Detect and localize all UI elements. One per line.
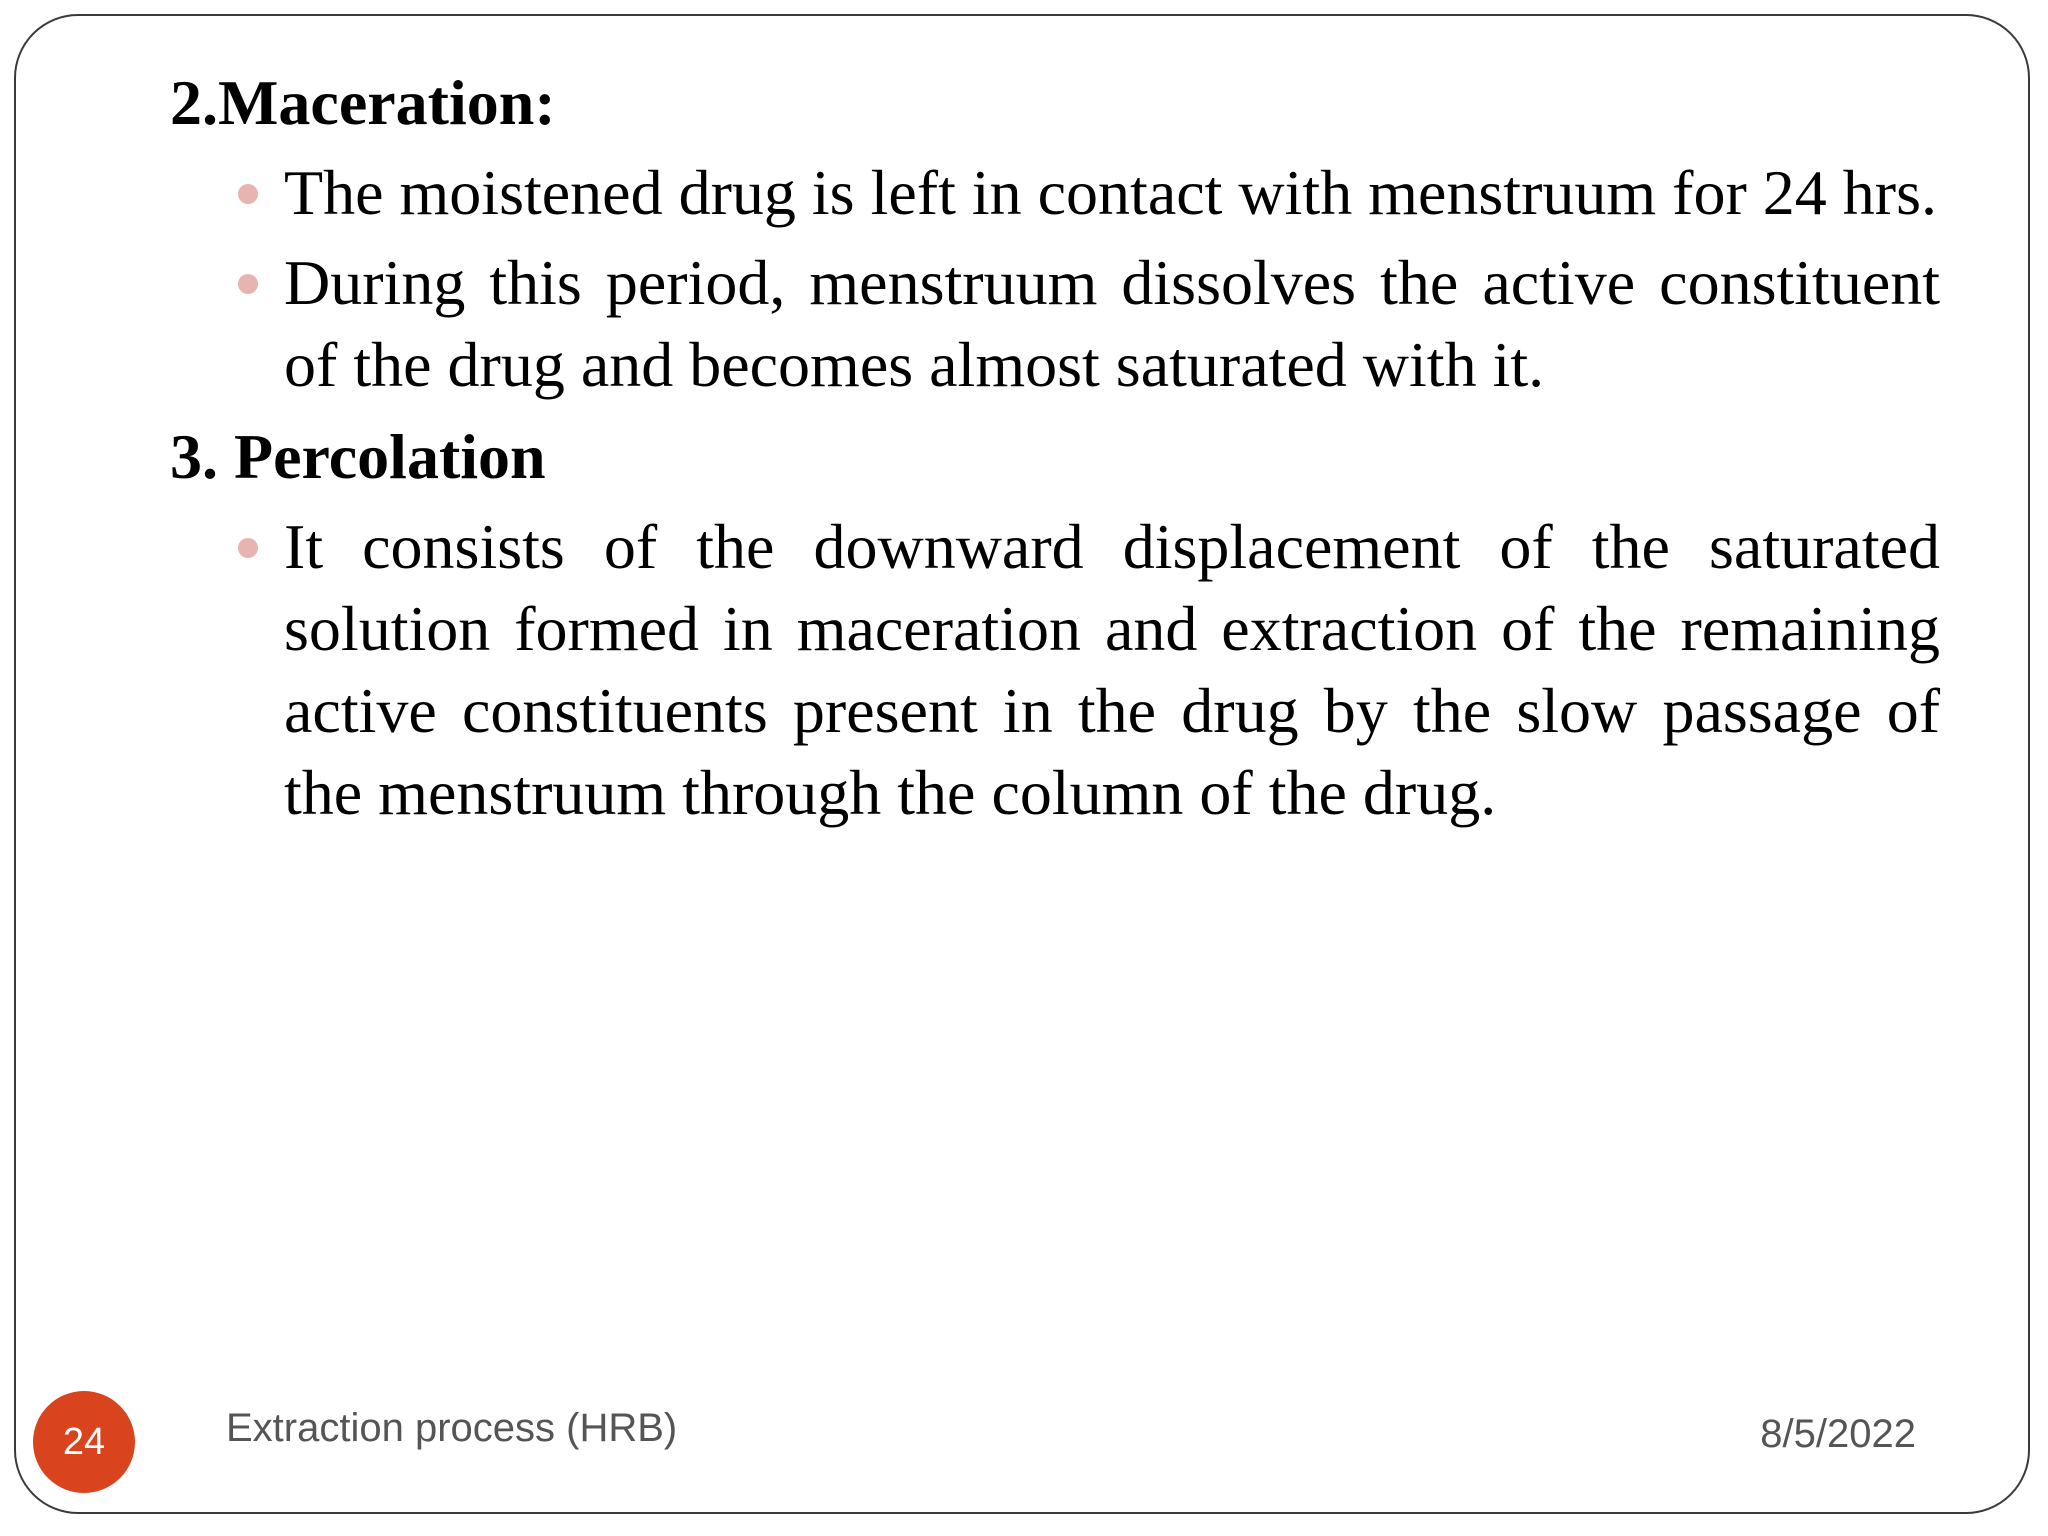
bullet-item [170,152,1940,234]
bullet-dot-icon [238,538,258,558]
page-number-badge: 24 [33,1391,135,1493]
bullet-text: The moistened drug is left in contact with menstruum for 24 hrs. [284,157,1937,228]
bullet-dot-icon [238,274,258,294]
section-heading-percolation: 3. Percolation [170,421,546,492]
maceration-bullet-list [170,152,1940,406]
bullet-text: It consists of the downward displacement of the saturated solution formed in maceration and extraction of the remaining active constituents present in the drug by the slow passage of the menstruum through the column of the drug. [284,511,1940,828]
percolation-bullet-list [170,506,1940,834]
bullet-item [170,506,1940,834]
section-heading-maceration: 2.Maceration: [170,67,556,138]
footer-text: Extraction process (HRB) [226,1406,678,1450]
bullet-text: During this period, menstruum dissolves the active constituent of the drug and becomes almost saturated with it. [284,247,1940,400]
bullet-dot-icon [238,184,258,204]
bullet-item [170,242,1940,406]
slide-content [170,62,1940,834]
footer-date: 8/5/2022 [1760,1412,1916,1456]
